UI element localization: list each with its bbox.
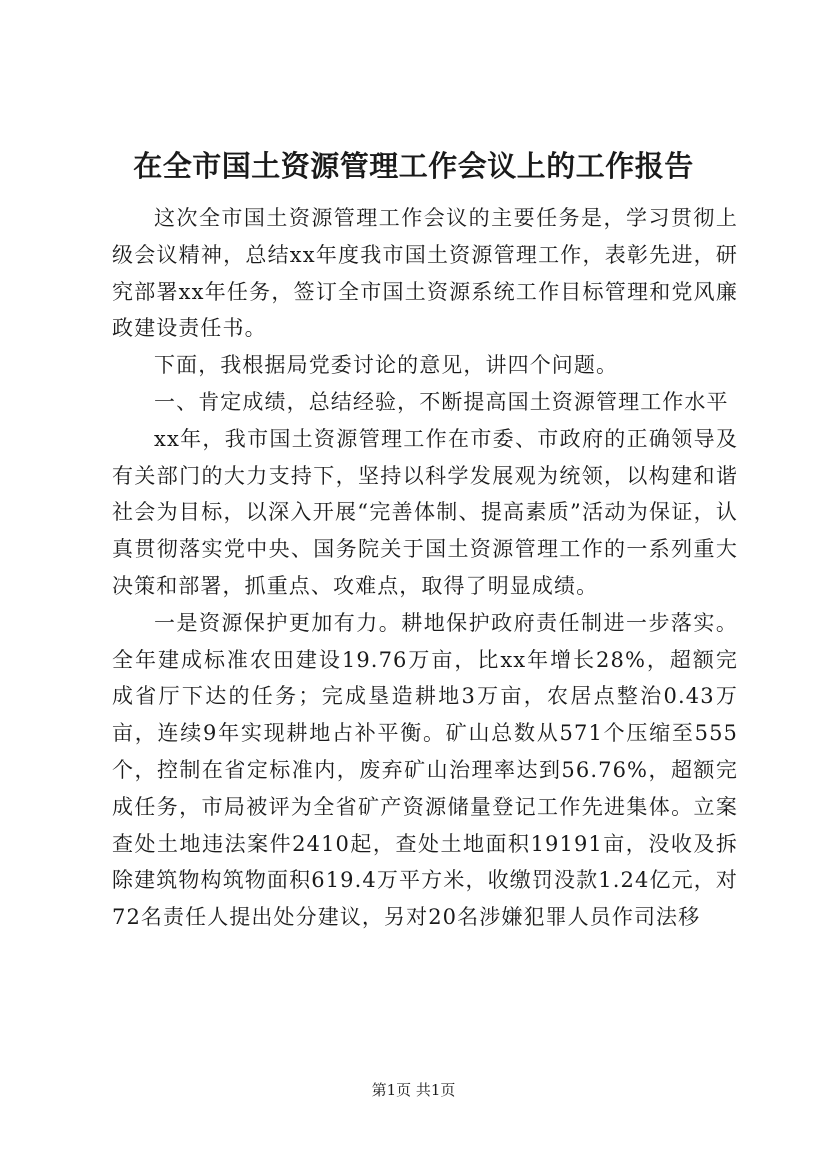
document-title: 在全市国土资源管理工作会议上的工作报告	[133, 149, 694, 183]
paragraph-achievements: xx年，我市国土资源管理工作在市委、市政府的正确领导及有关部门的大力支持下，坚持以科学发展观为统领，以构建和谐社会为目标，以深入开展“完善体制、提高素质”活动为保证，认真贯彻落实党中央、国务院关于国土资源管理工作的一系列重大决策和部署，抓重点、攻难点，取得了明显成绩。	[112, 426, 738, 598]
paragraph-intro: 这次全市国土资源管理工作会议的主要任务是，学习贯彻上级会议精神，总结xx年度我市国土资源管理工作，表彰先进，研究部署xx年任务，签订全市国土资源系统工作目标管理和党风廉政建设责任书。	[112, 206, 738, 341]
section-heading-1: 一、肯定成绩，总结经验，不断提高国土资源管理工作水平	[154, 389, 729, 414]
document-body	[112, 200, 738, 936]
page-footer: 第1页 共1页	[371, 1081, 456, 1099]
paragraph-outline: 下面，我根据局党委讨论的意见，讲四个问题。	[154, 353, 619, 378]
paragraph-resource-protection: 一是资源保护更加有力。耕地保护政府责任制进一步落实。全年建成标准农田建设19.76万亩，比xx年增长28%，超额完成省厅下达的任务；完成垦造耕地3万亩，农居点整治0.43万亩，连续9年实现耕地占补平衡。矿山总数从571个压缩至555个，控制在省定标准内，废弃矿山治理率达到56.76%，超额完成任务，市局被评为全省矿产资源储量登记工作先进集体。立案查处土地违法案件2410起，查处土地面积19191亩，没收及拆除建筑物构筑物面积619.4万平方米，收缴罚没款1.24亿元，对72名责任人提出处分建议，另对20名涉嫌犯罪人员作司法移	[112, 610, 738, 930]
